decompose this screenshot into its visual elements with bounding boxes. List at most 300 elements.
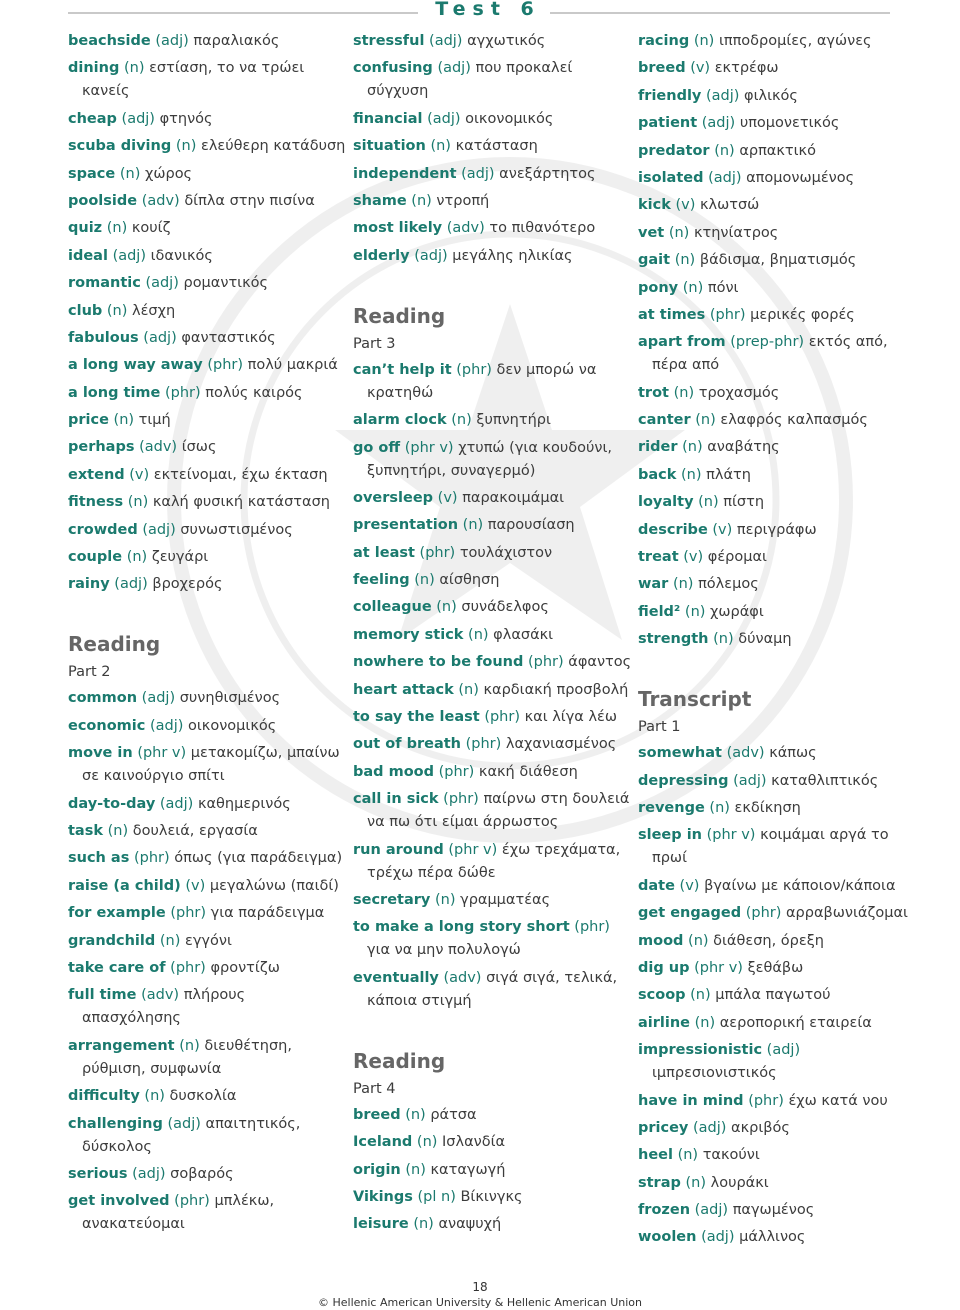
greek-translation: αναβάτης	[707, 439, 780, 456]
vocab-term: extend	[68, 466, 125, 483]
part-of-speech: (pl n)	[417, 1188, 456, 1205]
vocab-entry	[353, 1159, 633, 1182]
vocab-entry	[353, 624, 633, 647]
vocab-term: ideal	[68, 247, 108, 264]
vocab-entry	[638, 1172, 918, 1195]
vocab-term: dig up	[638, 959, 690, 976]
vocab-term: full time	[68, 987, 137, 1004]
vocab-term: poolside	[68, 192, 138, 209]
vocab-term: describe	[638, 521, 708, 538]
vocab-term: at least	[353, 544, 415, 561]
part-of-speech: (phr)	[748, 1092, 784, 1109]
part-of-speech: (adv)	[141, 987, 180, 1004]
vocab-term: nowhere to be found	[353, 654, 524, 671]
vocab-entry	[68, 1113, 348, 1159]
vocab-term: patient	[638, 115, 698, 132]
greek-translation: για να μην πολυλογώ	[367, 942, 521, 959]
vocab-entry	[353, 163, 633, 186]
header-rule-right	[550, 12, 890, 14]
vocab-list-6	[638, 30, 918, 651]
vocab-term: pony	[638, 279, 679, 296]
vocab-term: impressionistic	[638, 1042, 763, 1059]
greek-translation: ράτσα	[430, 1106, 477, 1123]
part-of-speech: (phr)	[484, 709, 520, 726]
vocab-entry	[638, 194, 918, 217]
greek-translation: μπλέκω, ανακατεύομαι	[82, 1193, 275, 1233]
greek-translation: κτηνίατρος	[693, 224, 779, 241]
vocab-term: date	[638, 877, 675, 894]
greek-translation: μπάλα παγωτού	[715, 987, 831, 1004]
greek-translation: συνάδελφος	[461, 599, 549, 616]
part-of-speech: (n)	[682, 279, 704, 296]
column-3	[638, 30, 918, 1254]
part-of-speech: (adj)	[427, 110, 461, 127]
vocab-term: kick	[638, 197, 671, 214]
page-header	[68, 0, 890, 22]
part-of-speech: (n)	[688, 932, 709, 949]
greek-translation: φλασάκι	[493, 626, 554, 643]
greek-translation: δύναμη	[738, 631, 792, 648]
vocab-term: secretary	[353, 891, 431, 908]
vocab-term: quiz	[68, 220, 103, 237]
greek-translation: τιμή	[138, 412, 171, 429]
vocab-entry	[353, 487, 633, 510]
vocab-term: elderly	[353, 247, 410, 264]
part-of-speech: (phr)	[443, 791, 479, 808]
greek-translation: περιγράφω	[736, 521, 817, 538]
vocab-entry	[638, 249, 918, 272]
part-of-speech: (n)	[682, 439, 703, 456]
greek-translation: οικονομικός	[188, 717, 277, 734]
vocab-entry	[638, 984, 918, 1007]
part-of-speech: (adj)	[155, 33, 189, 49]
part-of-speech: (v)	[437, 489, 458, 506]
part-of-speech: (phr v)	[404, 439, 454, 456]
greek-translation: αρραβωνιάζομαι	[786, 905, 908, 922]
vocab-entry	[68, 519, 348, 542]
vocab-term: day-to-day	[68, 795, 156, 812]
part-of-speech: (n)	[405, 1106, 426, 1123]
vocab-term: origin	[353, 1161, 401, 1178]
part-of-speech: (adj)	[706, 87, 740, 104]
vocab-entry	[638, 167, 918, 190]
vocab-entry	[68, 217, 348, 240]
part-of-speech: (phr)	[574, 919, 610, 936]
vocab-entry	[638, 930, 918, 953]
vocab-entry	[638, 824, 918, 870]
vocab-term: out of breath	[353, 736, 461, 753]
vocab-term: heel	[638, 1147, 673, 1164]
greek-translation: έχω κατά νου	[788, 1092, 888, 1109]
greek-translation: καθημερινός	[197, 795, 291, 812]
test-title: Test 6	[435, 0, 541, 20]
vocab-entry	[68, 820, 348, 843]
greek-translation: ελεύθερη κατάδυση	[200, 138, 346, 155]
part-of-speech: (n)	[681, 466, 702, 483]
vocab-entry	[638, 1199, 918, 1222]
part-of-speech: (n)	[673, 384, 695, 401]
vocab-entry	[638, 902, 918, 925]
greek-translation: συνηθισμένος	[179, 690, 281, 707]
part-of-speech: (adj)	[143, 329, 177, 346]
part-of-speech: (n)	[698, 494, 719, 511]
part-of-speech: (n)	[451, 412, 472, 429]
vocab-term: oversleep	[353, 489, 434, 506]
vocab-entry	[68, 902, 348, 925]
vocab-term: get engaged	[638, 905, 742, 922]
vocab-entry	[638, 1039, 918, 1085]
part-of-speech: (n)	[413, 1216, 434, 1233]
greek-translation: όπως (για παράδειγμα)	[174, 850, 343, 867]
part-of-speech: (n)	[179, 1037, 200, 1054]
greek-translation: δεν μπορώ να κρατηθώ	[367, 361, 597, 401]
vocab-entry	[353, 967, 633, 1013]
part-of-speech: (n)	[113, 412, 135, 429]
vocab-term: a long time	[68, 384, 161, 401]
vocab-term: pricey	[638, 1119, 689, 1136]
greek-translation: πολύς καιρός	[205, 384, 303, 401]
vocab-term: arrangement	[68, 1037, 175, 1054]
vocab-term: take care of	[68, 959, 166, 976]
vocab-term: space	[68, 165, 116, 182]
part-of-speech: (phr)	[164, 384, 201, 401]
vocab-entry	[638, 546, 918, 569]
vocab-term: depressing	[638, 772, 729, 789]
vocab-entry	[68, 464, 348, 487]
vocab-term: woolen	[638, 1229, 697, 1246]
greek-translation: φτηνός	[159, 110, 213, 127]
vocab-term: such as	[68, 850, 130, 867]
vocab-entry	[638, 436, 918, 459]
vocab-entry	[68, 354, 348, 377]
vocab-entry	[68, 573, 348, 596]
vocab-entry	[638, 222, 918, 245]
greek-translation: κατάσταση	[455, 138, 538, 155]
part-of-speech: (n)	[175, 138, 197, 155]
vocab-term: have in mind	[638, 1092, 744, 1109]
greek-translation: ιμπρεσιονιστικός	[652, 1065, 777, 1082]
greek-translation: σοβαρός	[170, 1165, 234, 1182]
greek-translation: τακούνι	[702, 1147, 760, 1164]
vocab-term: move in	[68, 745, 133, 762]
vocab-entry	[353, 542, 633, 565]
part-of-speech: (n)	[709, 799, 730, 816]
greek-translation: αεροπορική εταιρεία	[719, 1014, 872, 1031]
part-of-speech: (n)	[106, 220, 128, 237]
part-of-speech: (phr v)	[137, 745, 187, 762]
part-label: Part 1	[638, 719, 681, 736]
greek-translation: ακριβός	[731, 1119, 790, 1136]
copyright-notice: © Hellenic American University & Hellenic American Union	[317, 1296, 642, 1309]
vocab-term: strap	[638, 1174, 681, 1191]
vocab-term: canter	[638, 412, 691, 429]
part-of-speech: (adj)	[701, 1229, 735, 1246]
part-of-speech: (n)	[107, 822, 129, 839]
greek-translation: χωράφι	[710, 603, 764, 620]
greek-translation: βροχερός	[152, 576, 223, 593]
vocab-entry	[353, 1186, 633, 1209]
vocab-term: sleep in	[638, 827, 702, 844]
vocab-term: raise (a child)	[68, 877, 181, 894]
vocab-term: financial	[353, 110, 423, 127]
greek-translation: συνωστισμένος	[180, 521, 293, 538]
greek-translation: υπομονετικός	[739, 115, 840, 132]
vocab-entry	[68, 491, 348, 514]
part-of-speech: (n)	[127, 494, 149, 511]
greek-translation: ρομαντικός	[183, 275, 269, 292]
vocab-entry	[68, 245, 348, 268]
vocab-entry	[638, 57, 918, 80]
vocab-term: fitness	[68, 494, 124, 511]
part-of-speech: (phr v)	[448, 841, 498, 858]
greek-translation: χώρος	[144, 165, 193, 182]
greek-translation: εκτρέφω	[714, 60, 779, 77]
greek-translation: απαιτητικός, δύσκολος	[82, 1115, 301, 1155]
vocab-entry	[353, 437, 633, 483]
vocab-term: bad mood	[353, 763, 435, 780]
part-of-speech: (phr)	[709, 306, 746, 323]
vocab-entry	[68, 957, 348, 980]
vocab-term: go off	[353, 439, 401, 456]
part-of-speech: (n)	[685, 1174, 707, 1191]
vocab-entry	[353, 514, 633, 537]
vocab-entry	[68, 1085, 348, 1108]
part-of-speech: (adj)	[149, 717, 184, 734]
part-of-speech: (phr)	[745, 905, 782, 922]
greek-translation: κοιμάμαι αργά το πρωί	[652, 827, 889, 867]
vocab-term: perhaps	[68, 439, 135, 456]
vocab-term: airline	[638, 1014, 691, 1031]
part-of-speech: (v)	[185, 877, 206, 894]
vocab-term: Vikings	[353, 1188, 413, 1205]
vocab-entry	[68, 190, 348, 213]
vocab-term: loyalty	[638, 494, 694, 511]
vocab-entry	[353, 108, 633, 131]
part-of-speech: (v)	[690, 60, 711, 77]
vocab-entry	[638, 382, 918, 405]
greek-translation: πλήρους απασχόλησης	[82, 987, 246, 1027]
part-of-speech: (n)	[144, 1088, 165, 1105]
greek-translation: εστίαση, το να τρώει κανείς	[82, 60, 305, 100]
vocab-entry	[638, 491, 918, 514]
part-of-speech: (n)	[677, 1147, 699, 1164]
vocab-term: grandchild	[68, 932, 156, 949]
greek-translation: μεγαλώνω (παιδί)	[209, 877, 339, 894]
part-of-speech: (adv)	[726, 745, 765, 762]
vocab-entry	[68, 875, 348, 898]
greek-translation: σιγά σιγά, τελικά, κάποια στιγμή	[367, 969, 618, 1009]
greek-translation: παρουσίαση	[487, 517, 575, 534]
vocab-entry	[353, 733, 633, 756]
vocab-term: vet	[638, 224, 665, 241]
vocab-entry	[68, 984, 348, 1030]
vocab-term: price	[68, 412, 109, 429]
part-of-speech: (v)	[683, 549, 704, 566]
vocab-entry	[353, 409, 633, 432]
part-of-speech: (adj)	[414, 247, 448, 264]
part-of-speech: (adj)	[159, 795, 194, 812]
greek-translation: μεγάλης ηλικίας	[452, 247, 573, 264]
part-of-speech: (n)	[436, 599, 457, 616]
vocab-entry	[638, 277, 918, 300]
section-heading-reading: Reading	[68, 632, 161, 657]
part-of-speech: (adj)	[145, 275, 179, 292]
part-of-speech: (adj)	[142, 521, 176, 538]
vocab-list-4	[353, 359, 633, 1013]
part-of-speech: (v)	[679, 877, 700, 894]
vocab-entry	[638, 464, 918, 487]
part-of-speech: (n)	[159, 932, 181, 949]
greek-translation: που προκαλεί σύγχυση	[367, 60, 573, 100]
vocab-term: cheap	[68, 110, 117, 127]
part-of-speech: (adv)	[443, 969, 482, 986]
part-of-speech: (n)	[126, 549, 148, 566]
vocab-term: revenge	[638, 799, 705, 816]
greek-translation: αναψυχή	[438, 1216, 502, 1233]
vocab-entry	[638, 1117, 918, 1140]
vocab-entry	[353, 1131, 633, 1154]
vocab-entry	[638, 573, 918, 596]
vocab-term: gait	[638, 252, 671, 269]
vocab-term: friendly	[638, 87, 702, 104]
vocab-term: couple	[68, 549, 123, 566]
vocab-entry	[638, 1226, 918, 1249]
header-rule-left	[68, 12, 418, 14]
greek-translation: κλωτσώ	[699, 197, 760, 214]
greek-translation: φροντίζω	[210, 959, 280, 976]
vocab-entry	[68, 687, 348, 710]
section-heading-transcript: Transcript	[638, 687, 752, 712]
greek-translation: ίσως	[181, 439, 217, 456]
greek-translation: αγχωτικός	[467, 33, 546, 49]
vocab-term: strength	[638, 631, 709, 648]
greek-translation: Βίκινγκς	[460, 1188, 523, 1205]
vocab-term: breed	[353, 1106, 401, 1123]
vocab-term: racing	[638, 33, 690, 49]
vocab-entry	[353, 57, 633, 103]
vocab-term: scoop	[638, 987, 686, 1004]
vocab-term: task	[68, 822, 103, 839]
part-of-speech: (n)	[693, 33, 715, 49]
vocab-term: to say the least	[353, 709, 480, 726]
part-of-speech: (n)	[458, 681, 479, 698]
vocab-entry	[68, 1035, 348, 1081]
vocab-term: mood	[638, 932, 684, 949]
part-of-speech: (v)	[129, 466, 150, 483]
vocab-term: predator	[638, 142, 710, 159]
greek-translation: καρδιακή προσβολή	[483, 681, 629, 698]
greek-translation: δίπλα στην πισίνα	[184, 192, 315, 209]
vocab-entry	[68, 409, 348, 432]
part-of-speech: (n)	[713, 631, 734, 648]
greek-translation: έχω τρεχάματα, τρέχω πέρα δώθε	[367, 841, 621, 881]
greek-translation: τουλάχιστον	[459, 544, 553, 561]
part-of-speech: (adj)	[141, 690, 176, 707]
greek-translation: πλάτη	[706, 466, 751, 483]
vocab-entry	[353, 190, 633, 213]
greek-translation: λέσχη	[132, 302, 176, 319]
part-of-speech: (adj)	[461, 165, 495, 182]
vocab-entry	[68, 546, 348, 569]
greek-translation: παρακοιμάμαι	[462, 489, 565, 506]
part-of-speech: (v)	[675, 197, 696, 214]
part-of-speech: (n)	[714, 142, 735, 159]
greek-translation: οικονομικός	[465, 110, 554, 127]
part-of-speech: (phr v)	[694, 959, 743, 976]
part-label: Part 2	[68, 664, 111, 681]
greek-translation: διευθέτηση, ρύθμιση, συμφωνία	[82, 1037, 292, 1077]
vocab-entry	[638, 30, 918, 53]
part-of-speech: (n)	[684, 603, 706, 620]
vocab-term: call in sick	[353, 791, 439, 808]
part-of-speech: (adj)	[701, 115, 736, 132]
part-of-speech: (n)	[414, 572, 435, 589]
part-of-speech: (adj)	[121, 110, 155, 127]
greek-translation: παίρνω στη δουλειά να πω ότι είμαι άρρωστος	[367, 791, 630, 831]
vocab-term: scuba diving	[68, 138, 172, 155]
greek-translation: το πιθανότερο	[489, 220, 596, 237]
part-label: Part 3	[353, 335, 396, 352]
vocab-list-7	[638, 742, 918, 1249]
part-of-speech: (v)	[712, 521, 733, 538]
part-of-speech: (prep-phr)	[730, 334, 805, 351]
greek-translation: βάδισμα, βηματισμός	[699, 252, 857, 269]
greek-translation: ιδανικός	[150, 247, 213, 264]
greek-translation: λαχανιασμένος	[505, 736, 617, 753]
greek-translation: για παράδειγμα	[210, 905, 325, 922]
part-of-speech: (n)	[695, 412, 716, 429]
part-of-speech: (adj)	[114, 576, 148, 593]
part-of-speech: (adj)	[167, 1115, 201, 1132]
vocab-entry	[638, 85, 918, 108]
vocab-entry	[68, 1190, 348, 1236]
vocab-entry	[68, 163, 348, 186]
vocab-entry	[68, 742, 348, 788]
part-of-speech: (phr)	[207, 357, 244, 374]
vocab-term: eventually	[353, 969, 439, 986]
vocab-entry	[638, 1144, 918, 1167]
greek-translation: καλή φυσική κατάσταση	[152, 494, 330, 511]
vocab-term: somewhat	[638, 745, 722, 762]
part-of-speech: (n)	[694, 1014, 716, 1031]
vocab-entry	[68, 793, 348, 816]
greek-translation: ντροπή	[436, 192, 490, 209]
part-of-speech: (phr)	[174, 1193, 210, 1210]
vocab-term: colleague	[353, 599, 432, 616]
greek-translation: μετακομίζω, μπαίνω σε καινούργιο σπίτι	[82, 745, 340, 785]
greek-translation: φανταστικός	[181, 329, 276, 346]
vocab-entry	[353, 245, 633, 268]
greek-translation: ιπποδρομίες, αγώνες	[718, 33, 872, 49]
vocab-term: romantic	[68, 275, 141, 292]
greek-translation: ανεξάρτητος	[499, 165, 596, 182]
part-of-speech: (phr)	[170, 959, 206, 976]
part-of-speech: (n)	[674, 252, 696, 269]
part-of-speech: (n)	[468, 626, 489, 643]
vocab-term: isolated	[638, 169, 704, 186]
greek-translation: Ισλανδία	[442, 1134, 506, 1151]
vocab-entry	[68, 930, 348, 953]
vocab-entry	[353, 788, 633, 834]
vocab-term: for example	[68, 905, 166, 922]
vocab-entry	[638, 875, 918, 898]
part-of-speech: (adj)	[694, 1202, 729, 1219]
part-of-speech: (adj)	[693, 1119, 727, 1136]
part-of-speech: (phr)	[419, 544, 456, 561]
vocab-term: back	[638, 466, 677, 483]
greek-translation: καταγωγή	[430, 1161, 506, 1178]
part-of-speech: (phr v)	[706, 827, 756, 844]
